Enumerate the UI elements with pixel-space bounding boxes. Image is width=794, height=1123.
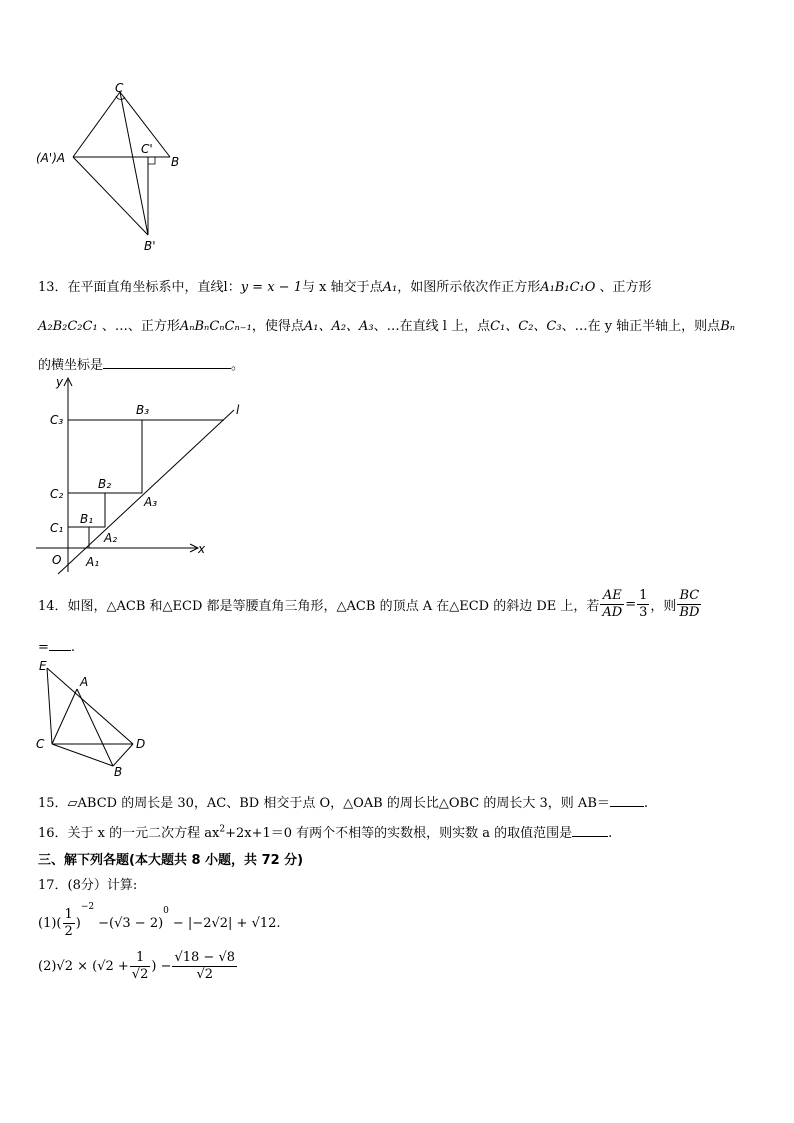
q13-label-x: x [198,542,206,556]
q17-p2-f-num: 1 [130,950,151,967]
section-3-heading: 三、解下列各题(本大题共 8 小题，共 72 分) [38,853,304,868]
q14-label-d: D [136,737,146,751]
q14-fraction-bc-bd [677,588,701,621]
q13-line3 [38,354,244,373]
q14-text-b: ，则 [650,599,677,614]
q14-f3-num: BC [677,588,701,605]
q13-line1 [38,276,652,295]
q17-p2-fraction-2 [172,950,237,983]
q14-f2-num: 1 [639,588,648,603]
q14-eq2: = [38,640,49,655]
q14-fraction-ae-ad [600,588,624,621]
q12-edge-ca [73,92,120,157]
q16-end: . [608,826,613,841]
q13-line-l [58,410,234,574]
q13-label-o: O [52,553,62,567]
q16-text-b: +2x+1＝0 有两个不相等的实数根，则实数 a 的取值范围是 [225,826,573,841]
q13-square-2: A₂B₂C₂C₁ [38,319,98,334]
q17-p2-b: ) − [151,959,172,974]
q13-label-b1: B₁ [80,512,94,526]
q13-label-a2: A₂ [104,531,118,545]
q17-p1-b: −(√3 − 2) [98,916,164,931]
q17-p2-fraction-1 [130,950,151,983]
q13-label-c1: C₁ [50,521,64,535]
q14-label-c: C [36,737,45,751]
q13-square-1-shape [68,527,89,548]
q14-edge-bd [113,744,133,766]
q15-end: . [643,796,649,811]
q13-text-e: 、…、正方形 [101,319,180,334]
q17-p2-a: √2 × (√2 + [56,959,129,974]
q13-text-a: 13．在平面直角坐标系中，直线l： [38,280,241,295]
q17-p1-f-num: 1 [64,907,73,922]
q12-label-bp: B' [144,239,156,253]
q13-equation: y = x − 1 [240,280,302,295]
q14-label-e: E [39,659,47,673]
q14-fraction-one-third [637,588,649,621]
q13-square-n: AₙBₙCₙCₙ₋₁ [179,319,252,334]
q12-edge-abp [73,157,148,235]
q15-answer-blank[interactable] [610,794,644,807]
q17-p2-g-den: √2 [196,967,214,982]
q14-label-a: A [80,675,89,689]
q13-text-i: 的横坐标是 [38,358,104,373]
q15-text: 15．▱ABCD 的周长是 30，AC、BD 相交于点 O，△OAB 的周长比△OBC 的周长大 3，则 AB＝ [38,796,610,811]
q14-line1 [38,588,702,621]
q13-label-b2: B₂ [98,477,112,491]
q12-label-c: C [115,82,124,95]
q13-text-d: 、正方形 [599,280,652,295]
q12-label-a: (A')A [36,151,66,165]
q13-label-l: l [236,403,240,417]
q13-text-f: ，使得点 [251,319,304,334]
q14-figure [30,656,160,781]
q12-label-b: B [171,155,180,169]
q13-label-c3: C₃ [50,413,64,427]
q13-point-a1: A₁ [382,280,398,295]
q17-p1-end: . [276,916,281,931]
q17-part2 [38,950,238,983]
q17-part1: (1)( $\frac{1}{2}$ )$^{-2}-(√3 - 2)^0- |-2√2| + √12$. [38,902,281,939]
q17-p1-fraction [63,907,75,940]
q17-p1-label: (1) [38,916,57,931]
q12-label-cp: C' [141,142,153,156]
q13-label-a3: A₃ [144,495,158,509]
q17-p1-c: − |−2√2| + √12 [172,916,277,931]
q12-right-angle [148,157,155,164]
q13-label-b3: B₃ [136,403,150,417]
q13-answer-blank[interactable] [103,356,231,369]
q13-text-g: 、…在直线 l 上，点 [373,319,491,334]
q16-text-a: 16．关于 x 的一元二次方程 ax [38,826,220,841]
q14-edge-ac [52,689,77,744]
q14-label-b: B [114,765,123,779]
q16-line [38,822,612,841]
q14-edge-ec [47,668,52,744]
q13-label-c2: C₂ [50,487,64,501]
q17-p2-f-den: √2 [131,967,149,982]
q14-f2-den: 3 [639,605,648,620]
q14-f1-num: AE [600,588,624,605]
q14-eq: = [625,597,637,612]
q16-sup: 2 [219,824,226,835]
q17-p2-g-num: √18 − √8 [174,950,236,965]
q13-point-bn: Bₙ [720,319,736,334]
q14-f1-den: AD [602,605,623,620]
q17-p1-exp: −2 [80,902,95,912]
q13-label-y: y [56,375,64,389]
q14-answer-blank[interactable] [49,638,71,651]
q16-answer-blank[interactable] [572,824,608,837]
q13-label-a1: A₁ [86,555,100,569]
q13-text-end: 。 [231,358,245,373]
q14-text-a: 14．如图，△ACB 和△ECD 都是等腰直角三角形，△ACB 的顶点 A 在△ECD 的斜边 DE 上，若 [38,599,600,614]
q13-text-b: 与 x 轴交于点 [301,280,383,295]
q13-line2 [38,315,735,334]
q17-title: 17．(8分）计算: [38,878,138,893]
q13-square-1: A₁B₁C₁O [540,280,596,295]
q13-points-a: A₁、A₂、A₃ [303,319,374,334]
q12-figure [30,82,200,257]
q14-f3-den: BD [679,605,700,620]
q17-p2-label: (2) [38,959,57,974]
q14-end: . [70,640,76,655]
q17-p1-f-den: 2 [64,924,73,939]
q15-line [38,792,648,811]
q14-edge-ed [47,668,133,744]
q13-points-c: C₁、C₂、C₃ [490,319,562,334]
q13-figure [30,372,250,577]
q12-edge-cbp [120,92,148,235]
q17-p1-b-exp: 0 [163,906,169,916]
q13-text-c: ，如图所示依次作正方形 [397,280,541,295]
q14-line2 [38,638,75,655]
q13-text-h: 、…在 y 轴正半轴上，则点 [561,319,721,334]
